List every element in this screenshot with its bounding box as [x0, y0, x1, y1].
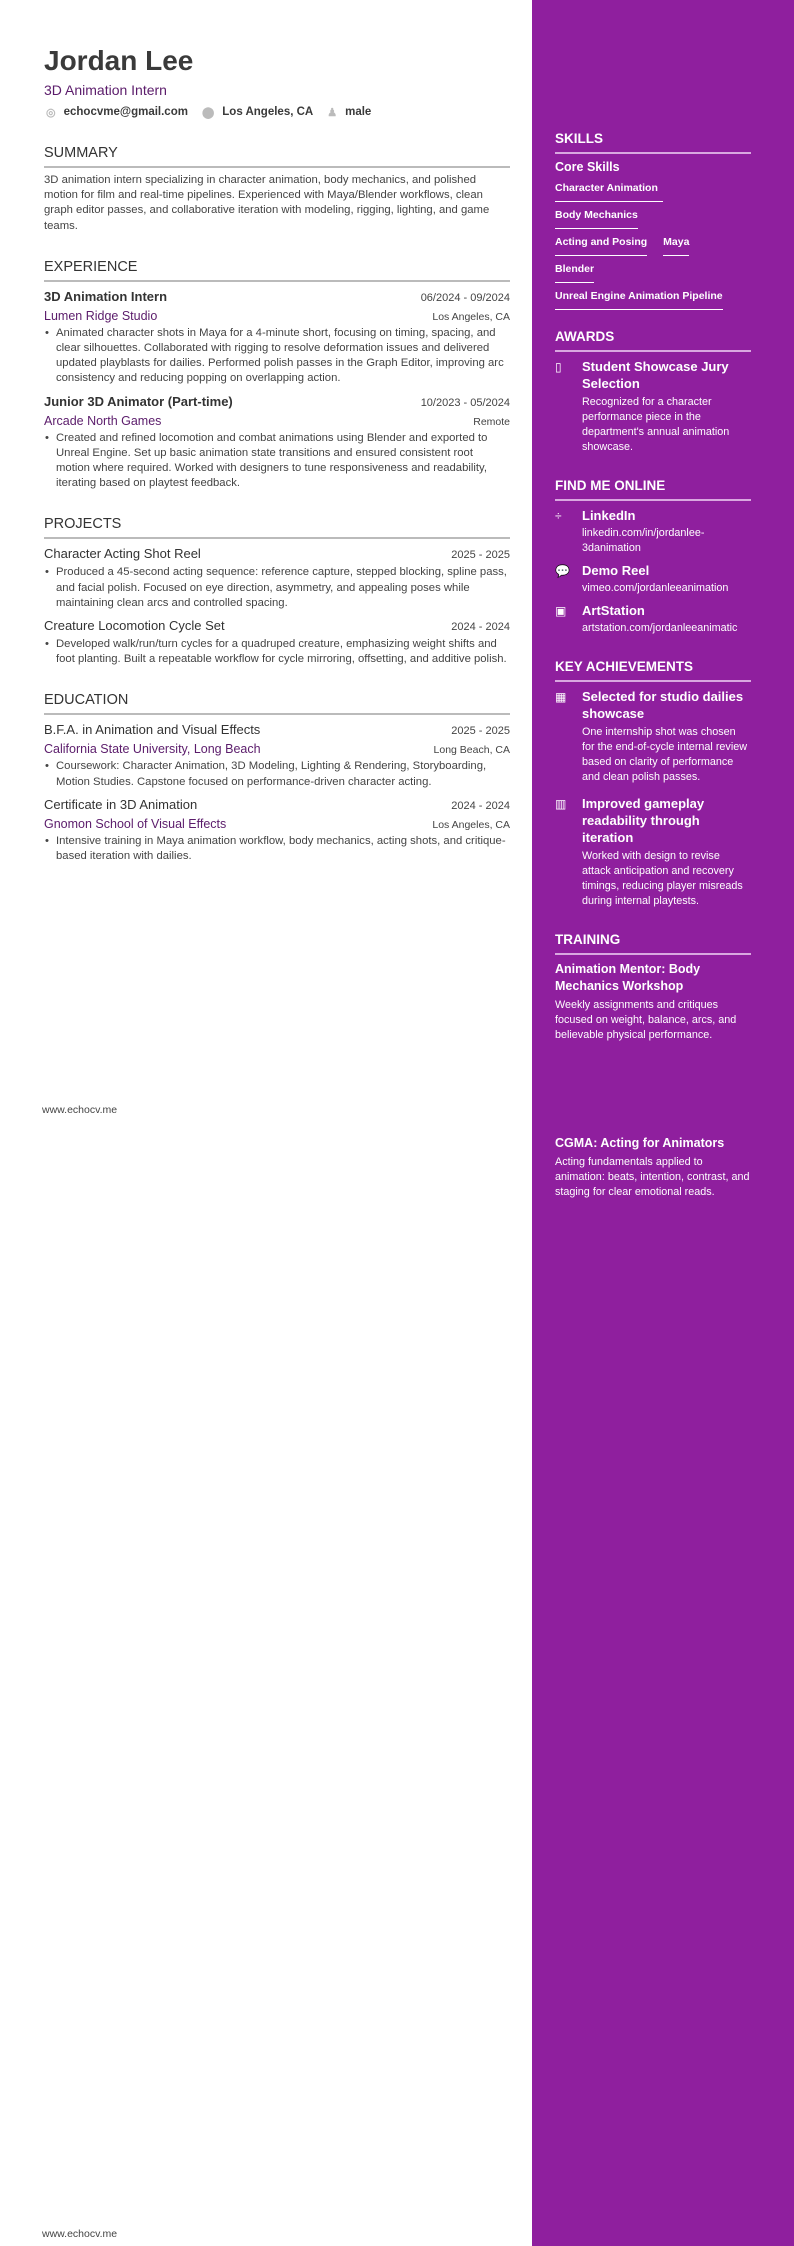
candidate-name: Jordan Lee [44, 45, 194, 76]
bullet: • Produced a 45-second acting sequence: reference capture, stepped blocking, spline pass, and facial polish. Focused on eye direction, asymmetry, and appealing poses while maintaining clean arcs and controlled spacing. [44, 565, 510, 611]
job-dates: 10/2023 - 05/2024 [420, 396, 510, 409]
school-location: Long Beach, CA [433, 744, 510, 757]
achievement-item [555, 795, 751, 909]
degree: B.F.A. in Animation and Visual Effects [44, 722, 261, 738]
contact-row [44, 104, 510, 120]
bullet: • Animated character shots in Maya for a 4-minute short, focusing on timing, spacing, and clear silhouettes. Collaborated with rigging to resolve deformation issues and delivered updated playblasts for dailies. Performed polish passes in the Graph Editor, improving arc consistency and reducing popping on overlapping action. [44, 326, 510, 387]
job-location: Los Angeles, CA [432, 310, 510, 323]
project-dates: 2025 - 2025 [451, 549, 510, 562]
experience-item [44, 393, 510, 492]
awards-section [555, 328, 751, 455]
award-item [555, 358, 751, 455]
achievement-title: Selected for studio dailies showcase [582, 689, 744, 721]
footer-link[interactable]: www.echocv.me [42, 1104, 118, 1116]
city-icon: ▥ [555, 797, 567, 811]
skills-section [555, 130, 751, 310]
footer-link-bottom[interactable]: www.echocv.me [42, 2228, 118, 2240]
training-title: Animation Mentor: Body Mechanics Workshop [555, 962, 701, 993]
project-item [44, 545, 510, 611]
building-icon: ▦ [555, 690, 567, 704]
award-desc: Recognized for a character performance piece in the department's annual animation showcase. [582, 396, 730, 453]
chat-icon: 💬 [555, 564, 570, 578]
skill-tag: Maya [663, 232, 689, 256]
email[interactable]: echocvme@gmail.com [63, 106, 188, 118]
training-section [555, 931, 751, 1200]
skill-tag: Body Mechanics [555, 205, 638, 229]
project-title: Creature Locomotion Cycle Set [44, 618, 225, 634]
mobile-icon: ▯ [555, 360, 562, 374]
job-dates: 06/2024 - 09/2024 [420, 291, 510, 304]
company: Lumen Ridge Studio [44, 308, 158, 323]
link-item[interactable] [555, 602, 751, 636]
at-icon: ◎ [46, 106, 56, 119]
section-heading: KEY ACHIEVEMENTS [555, 658, 751, 682]
degree: Certificate in 3D Animation [44, 796, 198, 812]
main-column [44, 44, 510, 864]
link-url[interactable]: vimeo.com/jordanleeanimation [582, 582, 729, 594]
company: Arcade North Games [44, 413, 162, 428]
chip-icon: ▣ [555, 604, 567, 618]
award-title: Student Showcase Jury Selection [582, 359, 729, 391]
achievement-desc: Worked with design to revise attack anticipation and recovery timings, reducing player misreads during internal playtests. [582, 850, 743, 907]
skill-group: Core Skills [555, 160, 620, 174]
bullet: • Coursework: Character Animation, 3D Modeling, Lighting & Rendering, Storyboarding, Motion Studies. Capstone focused on performance-driven character acting. [44, 759, 510, 789]
training-item [555, 961, 751, 1043]
achievement-desc: One internship shot was chosen for the end-of-cycle internal review based on clarity of performance and clean polish passes. [582, 726, 748, 783]
school: California State University, Long Beach [44, 742, 261, 757]
location-pin-icon: ⬤ [201, 106, 215, 119]
skill-tag: Blender [555, 259, 594, 283]
project-title: Character Acting Shot Reel [44, 546, 201, 562]
link-item[interactable] [555, 507, 751, 556]
summary-text: 3D animation intern specializing in character animation, body mechanics, and polished motion for film and real-time pipelines. Experienced with Maya/Blender workflows, clean graph editor passes, and collaborative iteration with modeling, rigging, lighting, and game teams. [44, 174, 490, 232]
link-url[interactable]: linkedin.com/in/jordanlee-3danimation [582, 527, 705, 554]
link-label: ArtStation [582, 603, 645, 618]
gender: male [345, 106, 372, 118]
person-icon: ♟ [327, 106, 338, 119]
section-heading: EDUCATION [44, 691, 510, 715]
school-location: Los Angeles, CA [432, 818, 510, 831]
link-label: Demo Reel [582, 563, 650, 578]
link-item[interactable] [555, 562, 751, 596]
job-location: Remote [473, 415, 510, 428]
training-desc: Acting fundamentals applied to animation: beats, intention, contrast, and staging for clear emotional reads. [555, 1156, 750, 1198]
link-label: LinkedIn [582, 508, 636, 523]
project-item [44, 617, 510, 667]
section-heading: AWARDS [555, 328, 751, 352]
summary-section [44, 144, 510, 234]
job-title: Junior 3D Animator (Part-time) [44, 393, 233, 409]
job-title: 3D Animation Intern [44, 288, 168, 304]
training-desc: Weekly assignments and critiques focused on weight, balance, arcs, and believable physical performance. [555, 999, 737, 1041]
project-dates: 2024 - 2024 [451, 621, 510, 634]
achievement-title: Improved gameplay readability through iteration [582, 796, 705, 845]
section-heading: TRAINING [555, 931, 751, 955]
link-url[interactable]: artstation.com/jordanleeanimatic [582, 622, 738, 634]
online-section [555, 477, 751, 636]
school: Gnomon School of Visual Effects [44, 816, 227, 831]
edu-dates: 2024 - 2024 [451, 799, 510, 812]
training-title: CGMA: Acting for Animators [555, 1136, 725, 1150]
training-item [555, 1135, 751, 1200]
bullet: • Developed walk/run/turn cycles for a quadruped creature, emphasizing weight shifts and foot planting. Built a repeatable workflow for cycle mirroring, offsetting, and additive polish. [44, 637, 510, 667]
location: Los Angeles, CA [222, 106, 314, 118]
skill-tag: Unreal Engine Animation Pipeline [555, 286, 723, 310]
edu-dates: 2025 - 2025 [451, 725, 510, 738]
education-section [44, 691, 510, 864]
section-heading: SUMMARY [44, 144, 510, 168]
bullet: • Created and refined locomotion and combat animations using Blender and exported to Unreal Engine. Set up basic animation state transitions and ensured consistent root motion where required. Worked with designers to tune responsiveness and readability, iterating based on playtest feedback. [44, 431, 510, 492]
achievement-item [555, 688, 751, 785]
skill-tag: Acting and Posing [555, 232, 647, 256]
section-heading: PROJECTS [44, 515, 510, 539]
projects-section [44, 515, 510, 667]
experience-item [44, 288, 510, 387]
education-item [44, 721, 510, 789]
experience-section [44, 258, 510, 492]
section-heading: FIND ME ONLINE [555, 477, 751, 501]
divide-icon: ÷ [555, 509, 562, 523]
section-heading: EXPERIENCE [44, 258, 510, 282]
sidebar [532, 0, 794, 2246]
bullet: • Intensive training in Maya animation workflow, body mechanics, acting shots, and critique-based iteration with dailies. [44, 834, 510, 864]
education-item [44, 796, 510, 864]
candidate-title: 3D Animation Intern [44, 82, 167, 98]
skill-tag: Character Animation [555, 178, 663, 202]
section-heading: SKILLS [555, 130, 751, 154]
achievements-section [555, 658, 751, 909]
